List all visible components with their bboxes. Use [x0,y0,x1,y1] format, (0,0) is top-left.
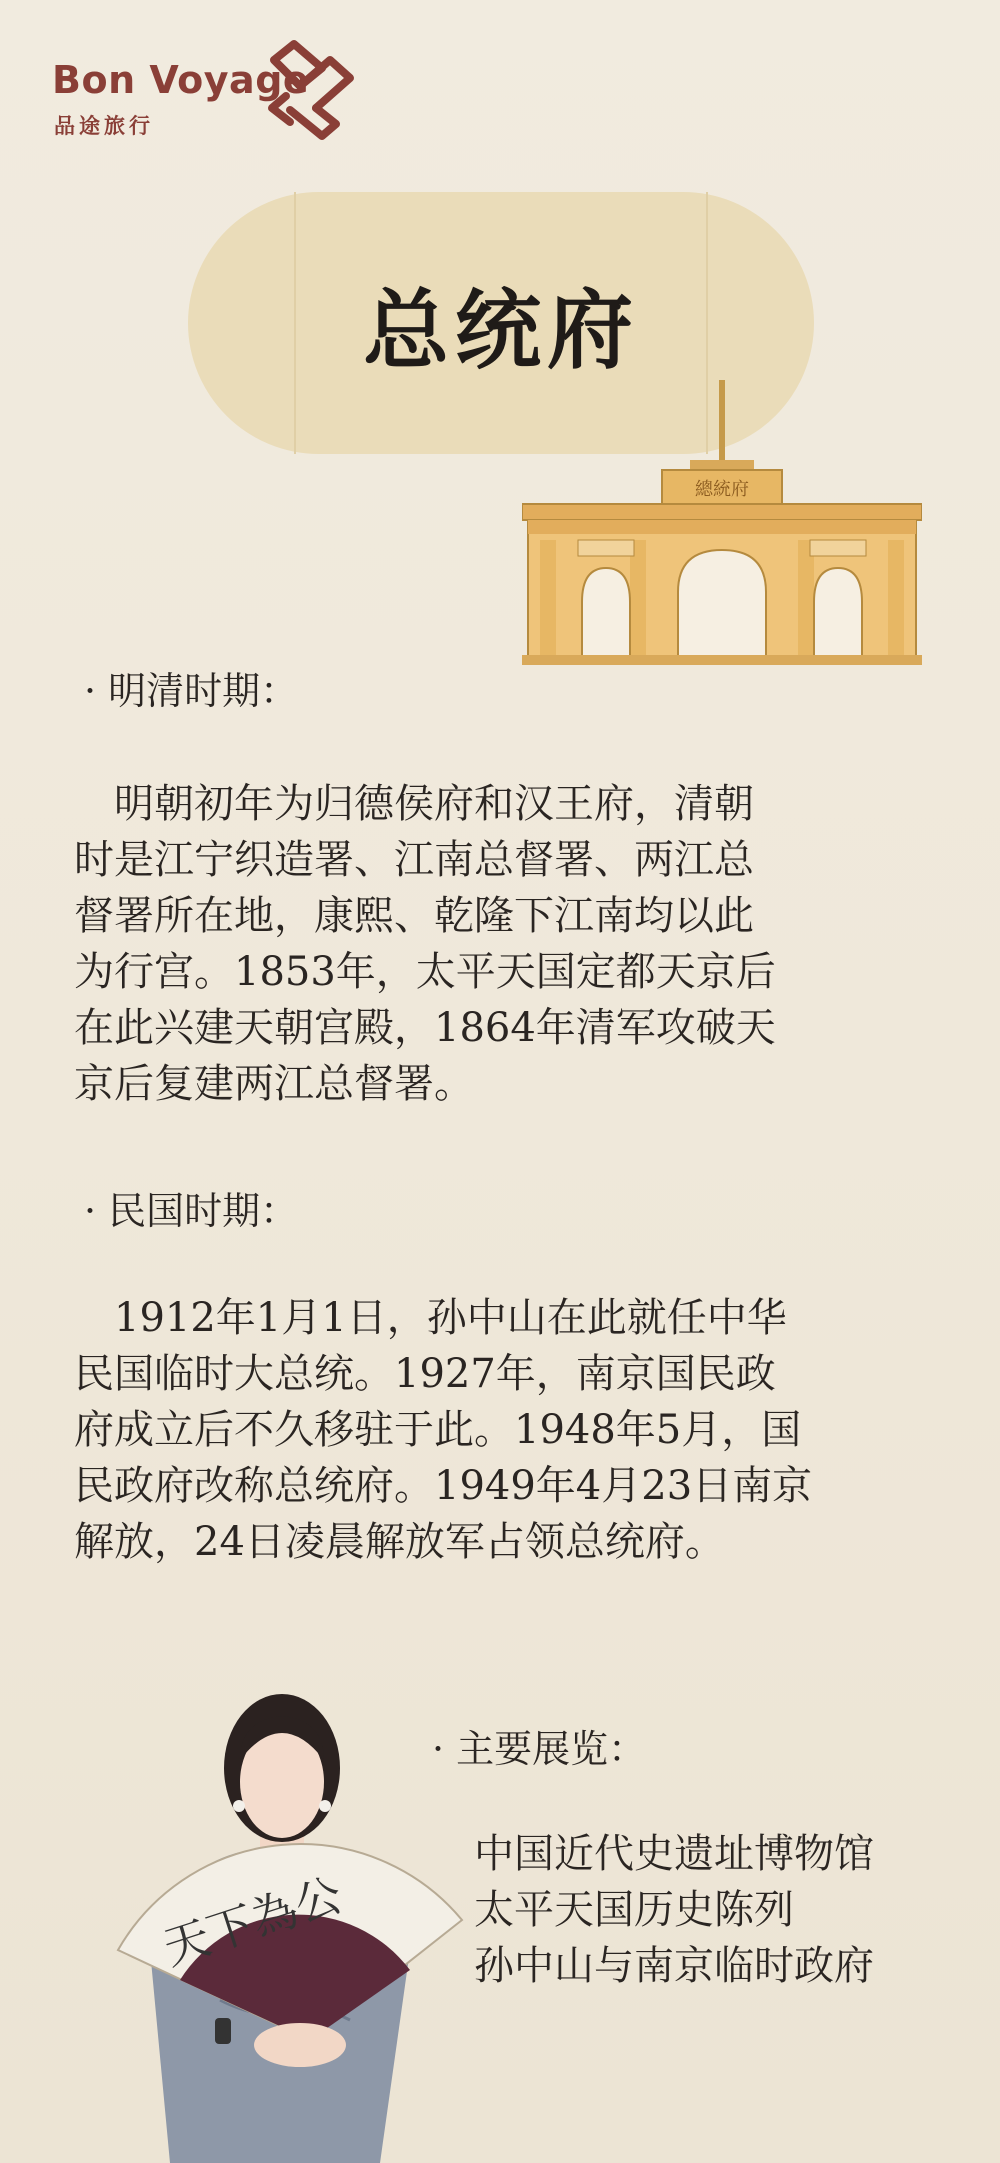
fan-calligraphy: 天下為公 [156,1867,349,1976]
paragraph-line: 解放，24日凌晨解放军占领总统府。 [74,1519,725,1565]
paragraph-line: 民国临时大总统。1927年，南京国民政 [74,1351,776,1397]
paragraph-line: 1912年1月1日，孙中山在此就任中华 [74,1295,787,1341]
section-paragraph-republic [74,1290,934,1570]
section-heading-republic: · 民国时期： [84,1189,299,1233]
brand-logo [52,38,352,148]
paragraph-line: 督署所在地，康熙、乾隆下江南均以此 [74,893,754,939]
guide-with-fan-illustration [110,1620,470,2163]
exhibit-item: 中国近代史遗址博物馆 [474,1831,874,1877]
paragraph-line: 府成立后不久移驻于此。1948年5月，国 [74,1407,802,1453]
exhibits-list [474,1826,874,1994]
section-heading-ming-qing: · 明清时期： [84,669,299,713]
paragraph-line: 为行宫。1853年，太平天国定都天京后 [74,949,776,995]
section-paragraph-ming-qing [74,776,934,1112]
paragraph-line: 民政府改称总统府。1949年4月23日南京 [74,1463,813,1509]
brand-subtitle: 品途旅行 [54,114,154,138]
brand-name: Bon Voyage [52,58,310,102]
page-title: 总统府 [363,281,639,381]
exhibits-heading: · 主要展览： [432,1727,647,1771]
banner-divider [294,192,296,454]
exhibit-item: 孙中山与南京临时政府 [474,1943,874,1989]
exhibit-item: 太平天国历史陈列 [474,1887,794,1933]
brand-mark-icon [260,38,356,142]
paragraph-line: 明朝初年为归德侯府和汉王府，清朝 [74,781,754,827]
presidential-palace-illustration [522,380,922,665]
paragraph-line: 在此兴建天朝宫殿，1864年清军攻破天 [74,1005,776,1051]
building-sign: 總統府 [695,479,749,500]
paragraph-line: 时是江宁织造署、江南总督署、两江总 [74,837,754,883]
paragraph-line: 京后复建两江总督署。 [74,1061,474,1107]
